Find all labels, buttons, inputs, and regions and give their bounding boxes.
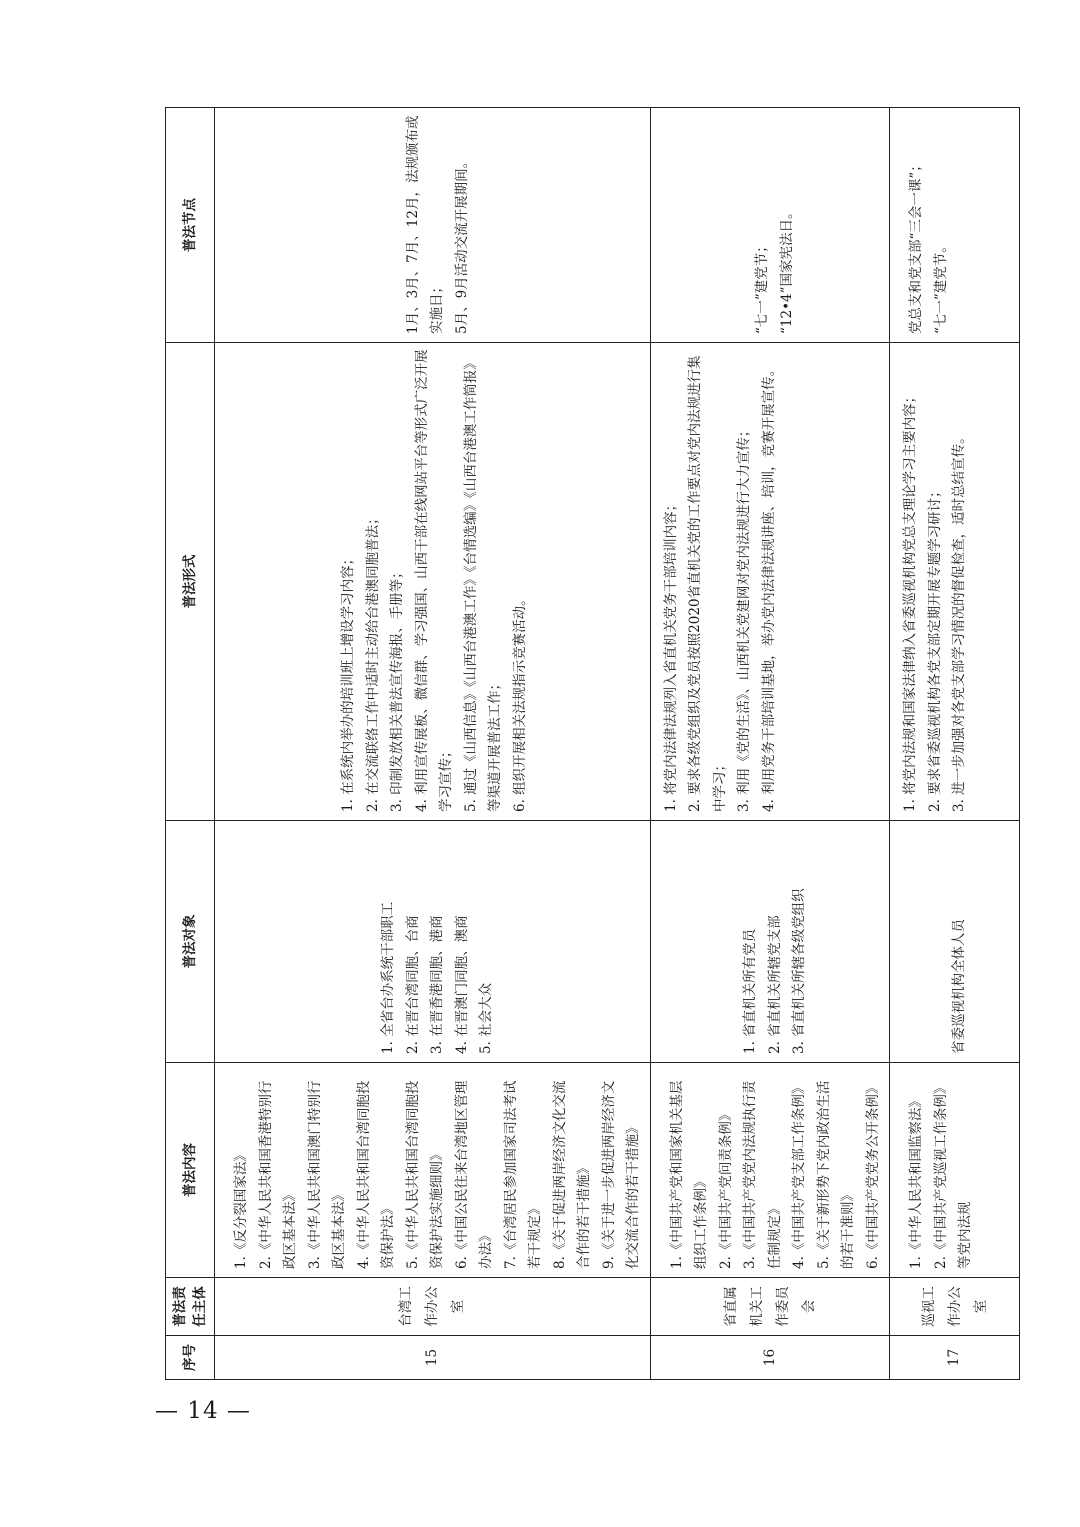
header-content: 普法内容 bbox=[166, 1063, 215, 1278]
form-item: 5. 通过《山西信息》《山西台港澳工作》《台情选编》《山西台港澳工作简报》等渠道开展普法工作； bbox=[462, 356, 504, 812]
target-item: 3. 在晋香港同胞、港商 bbox=[429, 915, 445, 1054]
header-num: 序号 bbox=[166, 1336, 215, 1380]
form-item: 4. 利用党务干部培训基地，举办党内法律法规讲座、培训，竞赛开展宣传。 bbox=[760, 362, 777, 812]
target-item: 省委巡视机构全体人员 bbox=[951, 919, 968, 1054]
row-target bbox=[215, 821, 651, 1063]
content-item: 3.《中华人民共和国澳门特别行政区基本法》 bbox=[306, 1080, 347, 1269]
node-item: 5月、9月活动交流开展期间。 bbox=[453, 154, 470, 334]
content-item: 8.《关于促进两岸经济文化交流合作的若干措施》 bbox=[551, 1080, 592, 1269]
table-row bbox=[890, 108, 1020, 1380]
content-item: 4.《中华人民共和国台湾同胞投资保护法》 bbox=[355, 1080, 396, 1269]
row-unit: 省直属机关工作委员会 bbox=[650, 1278, 890, 1336]
node-item: “七一”建党节； bbox=[754, 239, 771, 334]
row-node bbox=[650, 108, 890, 343]
form-item: 1. 将党内法律法规列入省直机关党务干部培训内容； bbox=[662, 497, 679, 812]
target-item: 2. 在晋台湾同胞、台商 bbox=[404, 915, 421, 1054]
form-item: 4. 利用宣传展板、微信群、学习强国、山西干部在线网站平台等形式广泛开展学习宣传； bbox=[413, 349, 455, 812]
form-item: 2. 要求省委巡视机构各党支部定期开展专题学习研讨； bbox=[926, 484, 943, 812]
row-form bbox=[215, 343, 651, 821]
row-target bbox=[650, 821, 890, 1063]
row-target bbox=[890, 821, 1020, 1063]
node-item: 1月、3月、7月、12月，法规颁布或实施日； bbox=[404, 115, 445, 334]
content-item: 1.《中国共产党和国家机关基层组织工作条例》 bbox=[668, 1080, 709, 1269]
target-item: 5. 社会大众 bbox=[478, 982, 494, 1054]
row-node bbox=[215, 108, 651, 343]
form-item: 2. 在交流联络工作中适时主动给台港澳同胞普法； bbox=[364, 511, 381, 812]
row-form bbox=[650, 343, 890, 821]
target-item: 3. 省直机关所辖各级党组织 bbox=[791, 888, 807, 1054]
content-item: 5.《关于新形势下党内政治生活的若干准则》 bbox=[815, 1080, 856, 1269]
content-item: 4.《中国共产党支部工作条例》 bbox=[791, 1080, 807, 1269]
content-item: 7.《台湾居民参加国家司法考试若干规定》 bbox=[502, 1080, 543, 1269]
target-item: 1. 全省台办系统干部职工 bbox=[380, 901, 396, 1054]
rotated-table-page bbox=[165, 108, 989, 1380]
content-item: 2.《中国共产党问责条例》 bbox=[717, 1107, 734, 1269]
node-item: 党总支和党支部“三会一课”； bbox=[908, 158, 924, 334]
form-item: 3. 利用《党的生活》、山西机关党建网对党内法规进行大力宣传； bbox=[736, 423, 752, 812]
row-form bbox=[890, 343, 1020, 821]
row-unit: 台湾工作办公室 bbox=[215, 1278, 651, 1336]
header-target: 普法对象 bbox=[166, 821, 215, 1063]
content-item: 3.《中国共产党党内法规执行责任制规定》 bbox=[742, 1080, 783, 1269]
table-header-row bbox=[166, 108, 215, 1380]
row-num: 15 bbox=[215, 1336, 651, 1380]
row-content bbox=[890, 1063, 1020, 1278]
row-unit: 巡视工作办公室 bbox=[890, 1278, 1020, 1336]
content-item: 2.《中华人民共和国香港特别行政区基本法》 bbox=[257, 1080, 298, 1269]
form-item: 1. 将党内法规和国家法律纳入省委巡视机构党总支理论学习主要内容； bbox=[902, 389, 918, 812]
form-item: 6. 组织开展相关法规指示竞赛活动。 bbox=[511, 592, 528, 812]
header-node: 普法节点 bbox=[166, 108, 215, 343]
row-num: 16 bbox=[650, 1336, 890, 1380]
form-item: 2. 要求各级党组织及党员按照2020省直机关党的工作要点对党内法规进行集中学习； bbox=[687, 355, 728, 812]
content-item: 1.《中华人民共和国监察法》 bbox=[908, 1094, 924, 1269]
row-num: 17 bbox=[890, 1336, 1020, 1380]
content-item: 5.《中华人民共和国台湾同胞投资保护法实施细则》 bbox=[404, 1080, 445, 1269]
node-item: “12•4”国家宪法日。 bbox=[778, 205, 795, 334]
header-form: 普法形式 bbox=[166, 343, 215, 821]
form-item: 1. 在系统内举办的培训班上增设学习内容； bbox=[340, 551, 357, 812]
row-content bbox=[215, 1063, 651, 1278]
legal-education-table bbox=[165, 107, 1020, 1380]
page-number: — 14 — bbox=[155, 1398, 251, 1424]
content-item: 1.《反分裂国家法》 bbox=[233, 1148, 249, 1269]
content-item: 6.《中国公民往来台湾地区管理办法》 bbox=[453, 1080, 494, 1269]
row-node bbox=[890, 108, 1020, 343]
target-item: 4. 在晋澳门同胞、澳商 bbox=[453, 915, 470, 1054]
content-item: 9.《关于进一步促进两岸经济文化交流合作的若干措施》 bbox=[600, 1080, 641, 1269]
row-content bbox=[650, 1063, 890, 1278]
table-row bbox=[215, 108, 651, 1380]
form-item: 3. 印制发放相关普法宣传海报、手册等； bbox=[389, 565, 406, 812]
table-row bbox=[650, 108, 890, 1380]
node-item: “七一”建党节。 bbox=[932, 239, 949, 334]
target-item: 2. 省直机关所辖党支部 bbox=[766, 915, 783, 1054]
form-item: 3. 进一步加强对各党支部学习情况的督促检查，适时总结宣传。 bbox=[951, 430, 967, 812]
header-unit: 普法责任主体 bbox=[166, 1278, 215, 1336]
content-item: 2.《中国共产党巡视工作条例》等党内法规 bbox=[932, 1080, 973, 1269]
target-item: 1. 省直机关所有党员 bbox=[742, 928, 758, 1054]
content-item: 6.《中国共产党党务公开条例》 bbox=[864, 1080, 881, 1269]
